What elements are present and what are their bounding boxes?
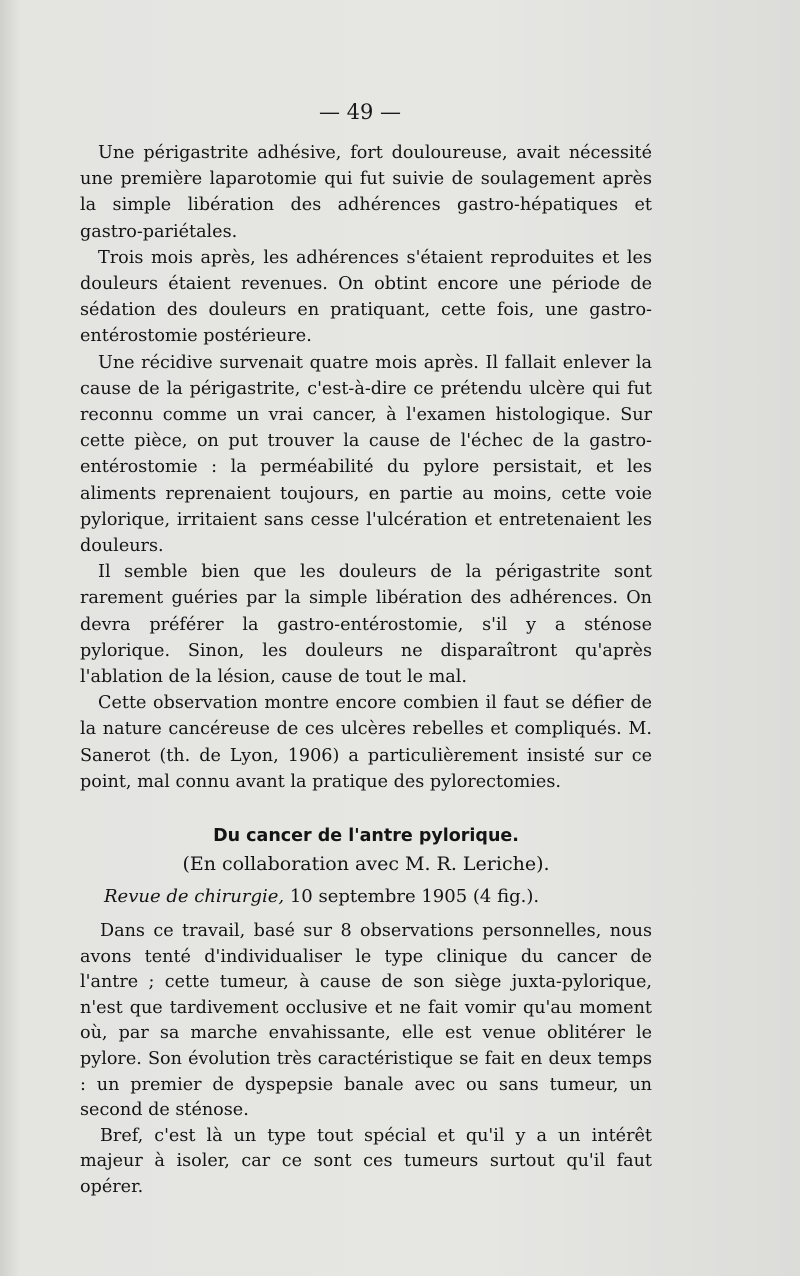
paragraph: Dans ce travail, basé sur 8 observations personnelles, nous avons tenté d'individualiser le type clinique du cancer de l'antre ; cette tumeur, à cause de son siège juxta-pylorique, n'est que tardivement occlusive et ne fait vomir qu'au moment où, par sa marche envahissante, elle est venue oblitérer le pylore. Son évolution très caractéristique se fait en deux temps : un premier de dyspepsie banale avec ou sans tumeur, un second de sténose.	[80, 921, 652, 1121]
paragraph: Trois mois après, les adhérences s'étaient reproduites et les douleurs étaient revenues. On obtint encore une période de sédation des douleurs en pratiquant, cette fois, une gastro-entérostomie postérieure.	[80, 247, 652, 347]
section-reference	[104, 886, 652, 907]
paragraph: Il semble bien que les douleurs de la périgastrite sont rarement guéries par la simple libération des adhérences. On devra préférer la gastro-entérostomie, s'il y a sténose pylorique. Sinon, les douleurs ne disparaîtront qu'après l'ablation de la lésion, cause de tout le mal.	[80, 562, 652, 688]
page-number: — 49 —	[318, 100, 402, 124]
paragraph: Une périgastrite adhésive, fort douloureuse, avait nécessité une première laparotomie qui fut suivie de soulagement après la simple libération des adhérences gastro-hépatiques et gastro-pariétales.	[80, 143, 652, 242]
journal-name: Revue de chirurgie,	[104, 886, 285, 907]
publication-date: 10 septembre 1905 (4 fig.).	[289, 886, 540, 907]
body-text-bottom	[80, 919, 652, 1201]
body-text-top	[80, 140, 652, 795]
section-collaboration: (En collaboration avec M. R. Leriche).	[182, 853, 550, 875]
section-title: Du cancer de l'antre pylorique.	[213, 826, 519, 846]
paragraph: Cette observation montre encore combien il faut se défier de la nature cancéreuse de ces ulcères rebelles et compliqués. M. Sanerot (th. de Lyon, 1906) a particulièrement insisté sur ce point, mal connu avant la pratique des pylorectomies.	[80, 693, 652, 792]
paragraph: Bref, c'est là un type tout spécial et qu'il y a un intérêt majeur à isoler, car ce sont ces tumeurs surtout qu'il faut opérer.	[80, 1125, 652, 1197]
paragraph: Une récidive survenait quatre mois après. Il fallait enlever la cause de la périgastrite, c'est-à-dire ce prétendu ulcère qui fut reconnu comme un vrai cancer, à l'examen histologique. Sur cette pièce, on put trouver la cause de l'échec de la gastro-entérostomie : la perméabilité du pylore persistait, et les aliments reprenaient toujours, en partie au moins, cette voie pylorique, irritaient sans cesse l'ulcération et entretenaient les douleurs.	[80, 352, 652, 557]
